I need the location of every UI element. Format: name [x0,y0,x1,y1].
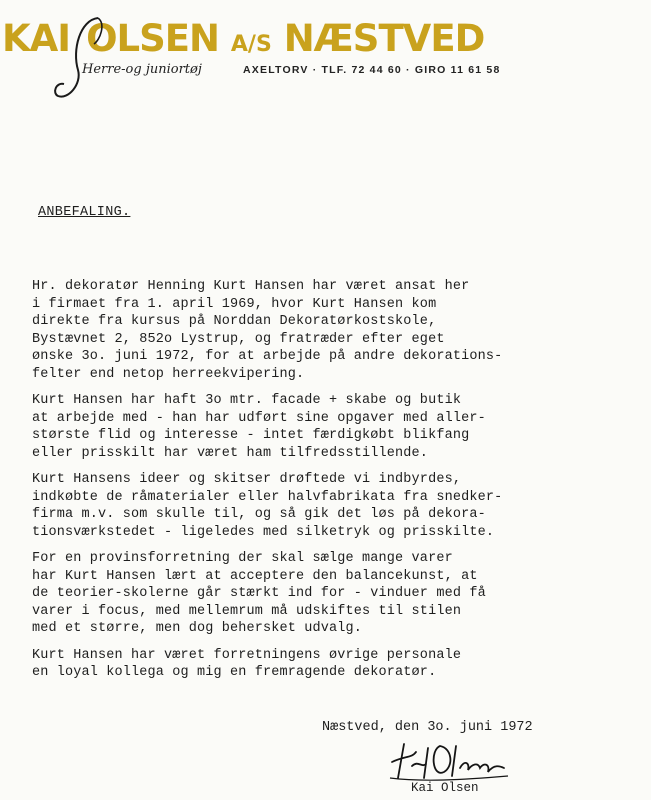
logo-swash-icon [50,10,120,110]
text-line: indkøbte de råmaterialer eller halvfabrikata fra snedker- [32,489,503,505]
paragraph [32,550,632,638]
text-line: Kurt Hansen har haft 3o mtr. facade + skabe og butik [32,393,462,408]
paragraph [32,278,632,383]
closing-place-date: Næstved, den 3o. juni 1972 [322,720,533,735]
signer-name: Kai Olsen [411,781,479,795]
paragraph [32,392,632,462]
text-line: eller prisskilt har været ham tilfredsstillende. [32,445,429,461]
text-line: For en provinsforretning der skal sælge mange varer [32,551,453,566]
company-city: NÆSTVED [283,17,485,60]
text-line: tionsværkstedet - ligeledes med silketryk og prisskilte. [32,524,495,540]
text-line: Bystævnet 2, 852o Lystrup, og fratræder efter eget [32,331,445,347]
text-line: Kurt Hansen har været forretningens øvrige personale [32,647,462,663]
text-line: direkte fra kursus på Norddan Dekoratørkostskole, [32,314,437,329]
text-line: Kurt Hansens ideer og skitser drøftede vi indbyrdes, [32,472,462,487]
text-line: ønske 3o. juni 1972, for at arbejde på andre dekorations- [32,349,503,364]
text-line: felter end netop herreekvipering. [32,366,305,382]
text-line: firma m.v. som skulle til, og så gik det løs på dekora- [32,507,486,522]
company-name-part1: KAI [2,17,71,60]
paragraph [32,471,632,541]
letter-body [32,278,632,691]
paragraph [32,647,632,682]
company-suffix: A/S [230,32,272,57]
company-address: AXELTORV · TLF. 72 44 60 · GIRO 11 61 58 [243,64,501,76]
text-line: at arbejde med - han har udført sine opgaver med aller- [32,410,486,426]
text-line: varer i focus, med mellemrum må udskiftes til stilen [32,603,462,619]
text-line: de teorier-skolerne går stærkt ind for - vinduer med få [32,586,486,601]
company-name-part2: OLSEN [86,17,219,60]
text-line: en loyal kollega og mig en fremragende dekoratør. [32,665,437,680]
company-tagline: Herre-og juniortøj [82,62,202,77]
letter-heading: ANBEFALING. [38,205,131,220]
text-line: i firmaet fra 1. april 1969, hvor Kurt Hansen kom [32,296,437,312]
text-line: Hr. dekoratør Henning Kurt Hansen har været ansat her [32,279,470,294]
text-line: med et større, men dog behersket udvalg. [32,621,363,636]
text-line: største flid og interesse - intet færdigkøbt blikfang [32,428,470,443]
letterhead [0,0,651,110]
text-line: har Kurt Hansen lært at acceptere den balancekunst, at [32,568,478,584]
